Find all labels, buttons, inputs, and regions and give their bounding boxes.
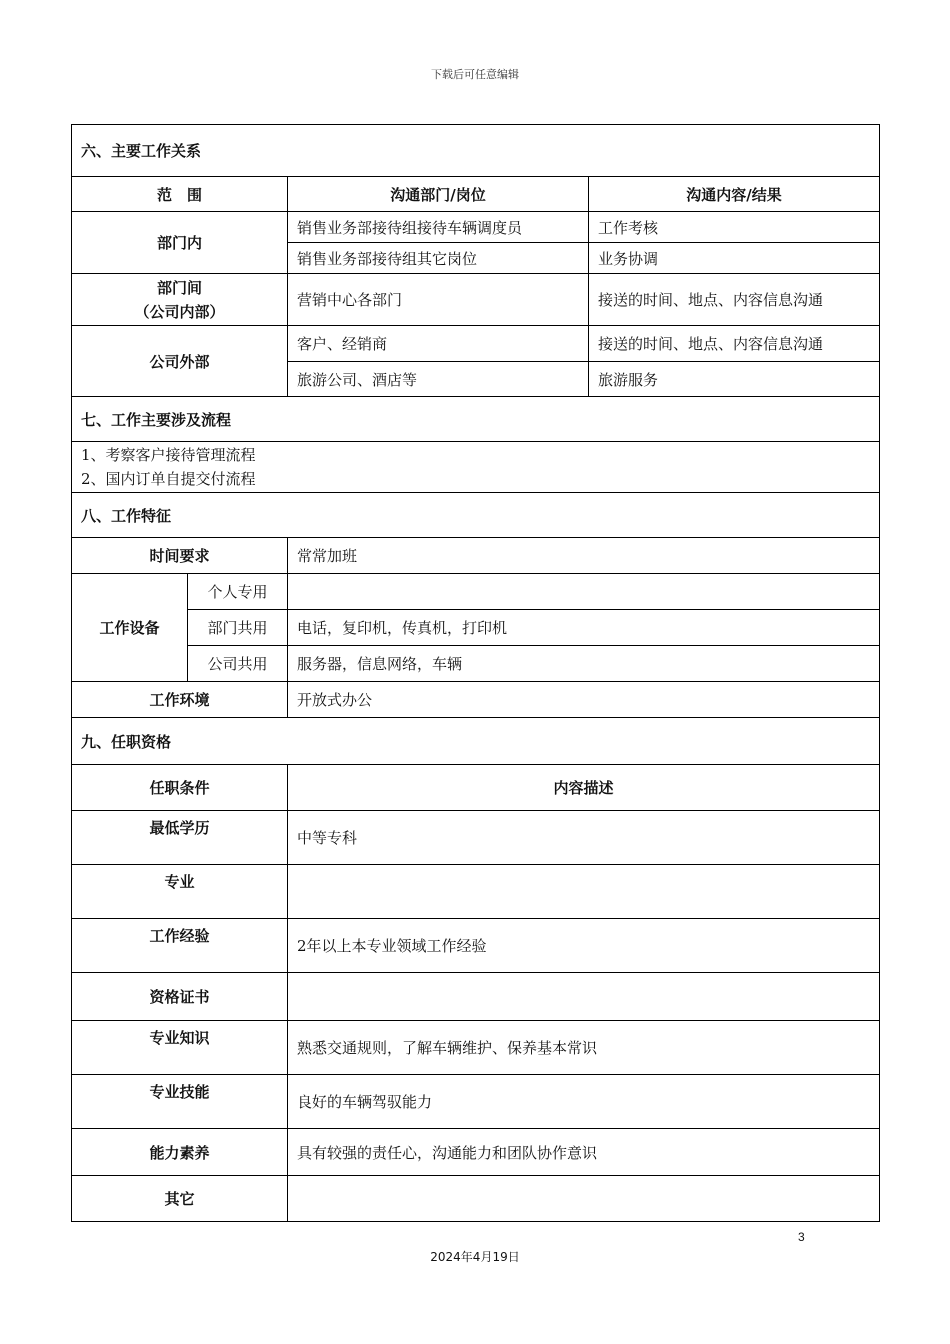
comm-content-cell: 工作考核	[589, 212, 880, 243]
section-6-title: 六、主要工作关系	[72, 125, 880, 177]
scope-external: 公司外部	[72, 326, 288, 397]
qual-label-major: 专业	[72, 865, 288, 919]
work-environment-label: 工作环境	[72, 682, 288, 718]
qual-value-skill: 良好的车辆驾驭能力	[288, 1075, 880, 1129]
page-number: 3	[798, 1230, 805, 1244]
qual-value-knowledge: 熟悉交通规则，了解车辆维护、保养基本常识	[288, 1021, 880, 1075]
comm-content-cell: 业务协调	[589, 243, 880, 274]
equip-dept-label: 部门共用	[188, 610, 288, 646]
section-9-title: 九、任职资格	[72, 718, 880, 765]
equip-dept-value: 电话，复印机，传真机，打印机	[288, 610, 880, 646]
qual-value-ability: 具有较强的责任心，沟通能力和团队协作意识	[288, 1129, 880, 1176]
s6-col-scope: 范 围	[72, 177, 288, 212]
s6-col-dept: 沟通部门/岗位	[288, 177, 589, 212]
page-header-note: 下载后可任意编辑	[431, 68, 519, 81]
comm-dept-cell: 旅游公司、酒店等	[288, 362, 589, 397]
comm-content-cell: 接送的时间、地点、内容信息沟通	[589, 326, 880, 362]
s9-col-description: 内容描述	[288, 765, 880, 811]
equip-personal-value	[288, 574, 880, 610]
qual-label-skill: 专业技能	[72, 1075, 288, 1129]
equip-personal-label: 个人专用	[188, 574, 288, 610]
process-item: 2、国内订单自提交付流程	[81, 470, 256, 488]
process-item: 1、考察客户接待管理流程	[81, 446, 256, 464]
s9-col-condition: 任职条件	[72, 765, 288, 811]
work-environment-value: 开放式办公	[288, 682, 880, 718]
job-description-table	[71, 124, 880, 1222]
section-7-title: 七、工作主要涉及流程	[72, 397, 880, 442]
comm-dept-cell: 客户、经销商	[288, 326, 589, 362]
qual-label-ability: 能力素养	[72, 1129, 288, 1176]
qual-value-major	[288, 865, 880, 919]
time-requirement-label: 时间要求	[72, 538, 288, 574]
equip-company-value: 服务器，信息网络，车辆	[288, 646, 880, 682]
qual-label-knowledge: 专业知识	[72, 1021, 288, 1075]
comm-content-cell: 接送的时间、地点、内容信息沟通	[589, 274, 880, 326]
qual-value-experience: 2年以上本专业领域工作经验	[288, 919, 880, 973]
qual-label-experience: 工作经验	[72, 919, 288, 973]
scope-between-line1: 部门间	[156, 278, 202, 297]
comm-dept-cell: 营销中心各部门	[288, 274, 589, 326]
equip-company-label: 公司共用	[188, 646, 288, 682]
qual-value-other	[288, 1176, 880, 1222]
footer-date: 2024年4月19日	[430, 1250, 520, 1264]
scope-between-depts	[72, 274, 288, 326]
qual-label-education: 最低学历	[72, 811, 288, 865]
work-equipment-label: 工作设备	[72, 574, 188, 682]
s6-col-content: 沟通内容/结果	[589, 177, 880, 212]
qual-value-certificate	[288, 973, 880, 1021]
scope-within-dept: 部门内	[72, 212, 288, 274]
comm-dept-cell: 销售业务部接待组接待车辆调度员	[288, 212, 589, 243]
qual-label-certificate: 资格证书	[72, 973, 288, 1021]
time-requirement-value: 常常加班	[288, 538, 880, 574]
qual-value-education: 中等专科	[288, 811, 880, 865]
qual-label-other: 其它	[72, 1176, 288, 1222]
comm-content-cell: 旅游服务	[589, 362, 880, 397]
scope-between-line2: （公司内部）	[134, 302, 225, 321]
process-list	[72, 442, 880, 493]
comm-dept-cell: 销售业务部接待组其它岗位	[288, 243, 589, 274]
section-8-title: 八、工作特征	[72, 493, 880, 538]
